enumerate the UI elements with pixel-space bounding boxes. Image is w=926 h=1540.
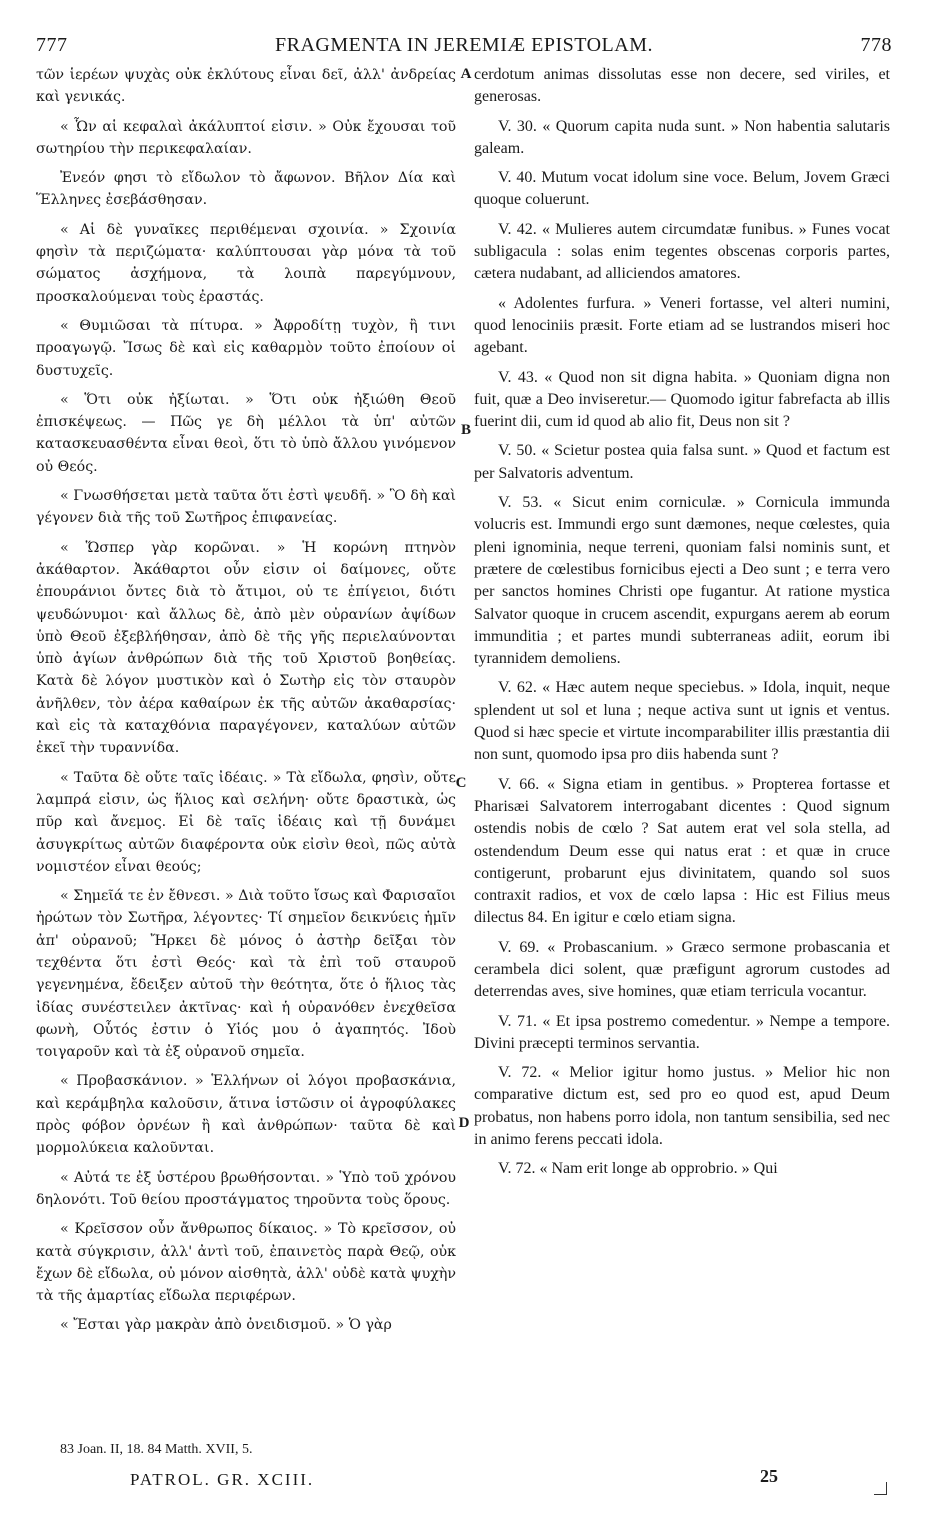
margin-marker-c: C	[455, 775, 467, 791]
greek-paragraph: « Αἱ δὲ γυναῖκες περιθέμεναι σχοινία. » Σχοινία φησὶν τὰ περιζώματα· καλύπτουσαι γὰρ μόνα τὰ τοῦ σώματος ἀσχήμονα, τὰ λοιπὰ παρεγύμνουν, προσκαλούμεναι τοὺς ἐραστάς.	[36, 221, 456, 305]
greek-paragraph: « Ὥσπερ γὰρ κορῶναι. » Ἡ κορώνη πτηνὸν ἀκάθαρτον. Ἀκάθαρτοι οὖν εἰσιν οἱ δαίμονες, οὔτε ἐπουράνιοι ὄντες διὰ τὸ ἄτιμοι, οὐ τε ἐπίγειοι, διότι ψευδώνυμοι· καὶ ἄλλως δὲ, ἀπὸ μὲν οὐρανίων ἀψίδων ὑπὸ Θεοῦ ἐξεβλήθησαν, ἀπὸ δὲ τῆς γῆς περιελαύνονται ὑπὸ ἁγίων ἀνθρώπων διὰ τῆς τοῦ Χριστοῦ βοηθείας. Κατὰ δὲ λόγον μυστικὸν καὶ ὁ Σωτὴρ εἰς τὸν σταυρὸν ἀνῆλθεν, τὸν ἀέρα καθαίρων ἐκ τῆς αὐτῶν ἀκαθαρσίας· καὶ εἰς τὰ καταχθόνια παραγέγονεν, καταλύων αὐτῶν ἐκεῖ τὴν τυραννίδα.	[36, 539, 456, 757]
margin-marker-a: A	[460, 66, 472, 82]
latin-paragraph: cerdotum animas dissolutas esse non decere, sed viriles, et generosas.	[474, 66, 890, 106]
margin-marker-b: B	[460, 422, 471, 438]
greek-paragraph: « Σημεῖά τε ἐν ἔθνεσι. » Διὰ τοῦτο ἴσως καὶ Φαρισαῖοι ἠρώτων τὸν Σωτῆρα, λέγοντες· Τί σημεῖον δεικνύεις ἡμῖν ἀπ' οὐρανοῦ; Ἤρκει δὲ μόνος ὁ ἀστὴρ δεῖξαι τὸν τεχθέντα ὅτι ἐστὶ Θεός· καὶ τὰ ἐπὶ τοῦ σταυροῦ γεγενημένα, ἔδειξεν αὐτοῦ τὴν θεότητα, ὅτε ὁ ἥλιος τὰς ἰδίας συνέστειλεν ἀκτῖνας· καὶ ἡ οὐρανόθεν ἐνεχθεῖσα φωνὴ, Οὗτός ἐστιν ὁ Υἱός μου ὁ ἀγαπητός. Ἰδοὺ τοιγαροῦν καὶ τὰ ἐξ οὐρανοῦ σημεῖα.	[36, 888, 456, 1061]
greek-paragraph: « Αὐτά τε ἐξ ὑστέρου βρωθήσονται. » Ὑπὸ τοῦ χρόνου δηλονότι. Τοῦ θείου προστάγματος τηροῦντα τοὺς ὅρους.	[36, 1169, 456, 1208]
page-number-right: 778	[860, 34, 892, 56]
greek-paragraph: « Προβασκάνιον. » Ἑλλήνων οἱ λόγοι προβασκάνια, καὶ κεράμβηλα καλοῦσιν, ἅτινα ἱστῶσιν οἱ ἀγροφύλακες πρὸς φόβον ὀρνέων ἢ καὶ ἀνθρώπων· ταῦτα δὲ καὶ μορμολύκεια καλοῦνται.	[36, 1073, 456, 1157]
collection-signature: PATROL. GR. XCIII.	[130, 1470, 315, 1489]
greek-paragraph: « Γνωσθήσεται μετὰ ταῦτα ὅτι ἐστὶ ψευδῆ. » Ὃ δὴ καὶ γέγονεν διὰ τῆς τοῦ Σωτῆρος ἐπιφανείας.	[36, 488, 456, 527]
greek-paragraph: « Ὅτι οὐκ ἠξίωται. » Ὅτι οὐκ ἠξιώθη Θεοῦ ἐπισκέψεως. — Πῶς γε δὴ μέλλοι τὰ ὑπ' αὐτῶν κατασκευασθέντα εἶναι θεοὶ, ὅτι τὸ ὑπὸ ἄλλου γινόμενον οὐ Θεός.	[36, 391, 456, 475]
latin-paragraph: V. 66. « Signa etiam in gentibus. » Propterea fortasse et Pharisæi Salvatorem interrogabant dicentes : Quod signum ostendis nobis de cœlo ? Sat autem erat vel sola stella, ad ostendendum Deum esse qui natus erat : et quæ in cruce contigerunt, probarunt ejus divinitatem, quando sol suos contraxit radios, et vox de cœlo lapsa : Hic est Filius meus dilectus 84. En igitur e cœlo etiam signa.	[474, 775, 890, 927]
latin-paragraph: V. 40. Mutum vocat idolum sine voce. Belum, Jovem Græci quoque coluerunt.	[474, 169, 890, 209]
latin-paragraph: V. 43. « Quod non sit digna habita. » Quoniam digna non fuit, quæ a Deo inviseretur.— Quomodo igitur fabrefacta ab illis fuerint dii, cum id quod ab alio fit, Deus non sit ?	[474, 368, 890, 431]
greek-paragraph: « Ὧν αἱ κεφαλαὶ ἀκάλυπτοί εἰσιν. » Οὐκ ἔχουσαι τοῦ σωτηρίου τὴν περικεφαλαίαν.	[36, 118, 456, 157]
latin-paragraph: V. 50. « Scietur postea quia falsa sunt. » Quod et factum est per Salvatoris adventum.	[474, 442, 890, 482]
margin-marker-d: D	[458, 1115, 470, 1131]
latin-paragraph: V. 62. « Hæc autem neque speciebus. » Idola, inquit, neque splendent ut sol et luna ; neque activa sunt ut ignis et ventus. Quod si hæc specie et virtute incomparabiliter illis præstantia dii non sunt, quomodo ipsa pro diis habenda sunt ?	[474, 679, 890, 764]
latin-paragraph: V. 72. « Melior igitur homo justus. » Melior hic non comparative dictum est, sed pro eo quod est, apud Deum probatus, non habens porro idola, non tantum sensibilia, sed nec in animo ferens peccati idola.	[474, 1064, 890, 1149]
greek-paragraph: τῶν ἱερέων ψυχὰς οὐκ ἐκλύτους εἶναι δεῖ, ἀλλ' ἀνδρείας καὶ γενικάς.	[36, 67, 456, 106]
page-number-left: 777	[36, 34, 68, 56]
gathering-number: 25	[760, 1466, 778, 1486]
footnotes: 83 Joan. II, 18. 84 Matth. XVII, 5.	[60, 1442, 253, 1457]
greek-paragraph: « Κρεῖσσον οὖν ἄνθρωπος δίκαιος. » Τὸ κρεῖσσον, οὐ κατὰ σύγκρισιν, ἀλλ' ἀντὶ τοῦ, ἐπαινετὸς παρὰ Θεῷ, οὐκ ἔχων δὲ εἴδωλα, οὐ μόνον αἰσθητὰ, ἀλλ' οὐδὲ κατὰ ψυχὴν τὰ τῆς ἁμαρτίας εἴδωλα περιφέρων.	[36, 1221, 456, 1305]
latin-paragraph: V. 72. « Nam erit longe ab opprobrio. » Qui	[498, 1160, 778, 1178]
latin-paragraph: « Adolentes furfura. » Veneri fortasse, vel alteri numini, quod lenociniis præsit. Forte etiam ad se lustrandos miseri hoc agebant.	[474, 294, 890, 357]
latin-paragraph: V. 71. « Et ipsa postremo comedentur. » Nempe a tempore. Divini præcepti terminos servantia.	[474, 1012, 890, 1052]
latin-paragraph: V. 69. « Probascanium. » Græco sermone probascania et cerambela dici solent, quæ præfigunt agrorum custodes ad deterrendas aves, sive homines, quæ etiam terricula vocantur.	[474, 938, 890, 1001]
latin-paragraph: V. 53. « Sicut enim corniculæ. » Cornicula immunda volucris est. Immundi ergo sunt dæmones, neque cœlestes, quia pleni ignominia, neque terreni, quoniam falsi nominis sunt, et prætere de cœlestibus fornicibus ejecti a Deo sunt ; e terra vero per sanctos homines Christi ope fugantur. At ratione mystica Salvator quoque in crucem ascendit, expurgans aerem ab eorum immunditia ; et partes mundi subterraneas adiit, eorum ibi tyrannidem demoliens.	[474, 494, 890, 668]
greek-paragraph: « Ἔσται γὰρ μακρὰν ἀπὸ ὀνειδισμοῦ. » Ὁ γὰρ	[60, 1317, 392, 1334]
latin-paragraph: V. 42. « Mulieres autem circumdatæ funibus. » Funes vocat subligacula : solas enim tegentes obscenas corporis partes, cætera nudabant, ad alliciendos amatores.	[474, 220, 890, 283]
greek-column	[36, 64, 456, 1337]
latin-column	[474, 64, 890, 1181]
greek-paragraph: « Θυμιῶσαι τὰ πίτυρα. » Ἀφροδίτῃ τυχὸν, ἢ τινι προαγωγῷ. Ἴσως δὲ καὶ εἰς καθαρμὸν τοῦτο ἐποίουν οἱ δυστυχεῖς.	[36, 317, 456, 379]
corner-mark	[874, 1482, 887, 1495]
page-header	[36, 34, 892, 60]
greek-paragraph: « Ταῦτα δὲ οὔτε ταῖς ἰδέαις. » Τὰ εἴδωλα, φησὶν, οὔτε λαμπρά εἰσιν, ὡς ἥλιος καὶ σελήνη· οὔτε δραστικὰ, ὡς πῦρ καὶ ἄνεμος. Εἰ δὲ ταῖς ἰδέαις καὶ τῇ δυνάμει ἀσυγκρίτως αὐτῶν διαφέροντα οὐκ εἰσὶν θεοὶ, πῶς αὐτὰ νομιστέον εἶναι θεούς;	[36, 769, 456, 875]
latin-paragraph: V. 30. « Quorum capita nuda sunt. » Non habentia salutaris galeam.	[474, 117, 890, 157]
running-title: FRAGMENTA IN JEREMIÆ EPISTOLAM.	[275, 34, 653, 56]
greek-paragraph: Ἐνεόν φησι τὸ εἴδωλον τὸ ἄφωνον. Βῆλον Δία καὶ Ἕλληνες ἐσεβάσθησαν.	[36, 170, 456, 209]
